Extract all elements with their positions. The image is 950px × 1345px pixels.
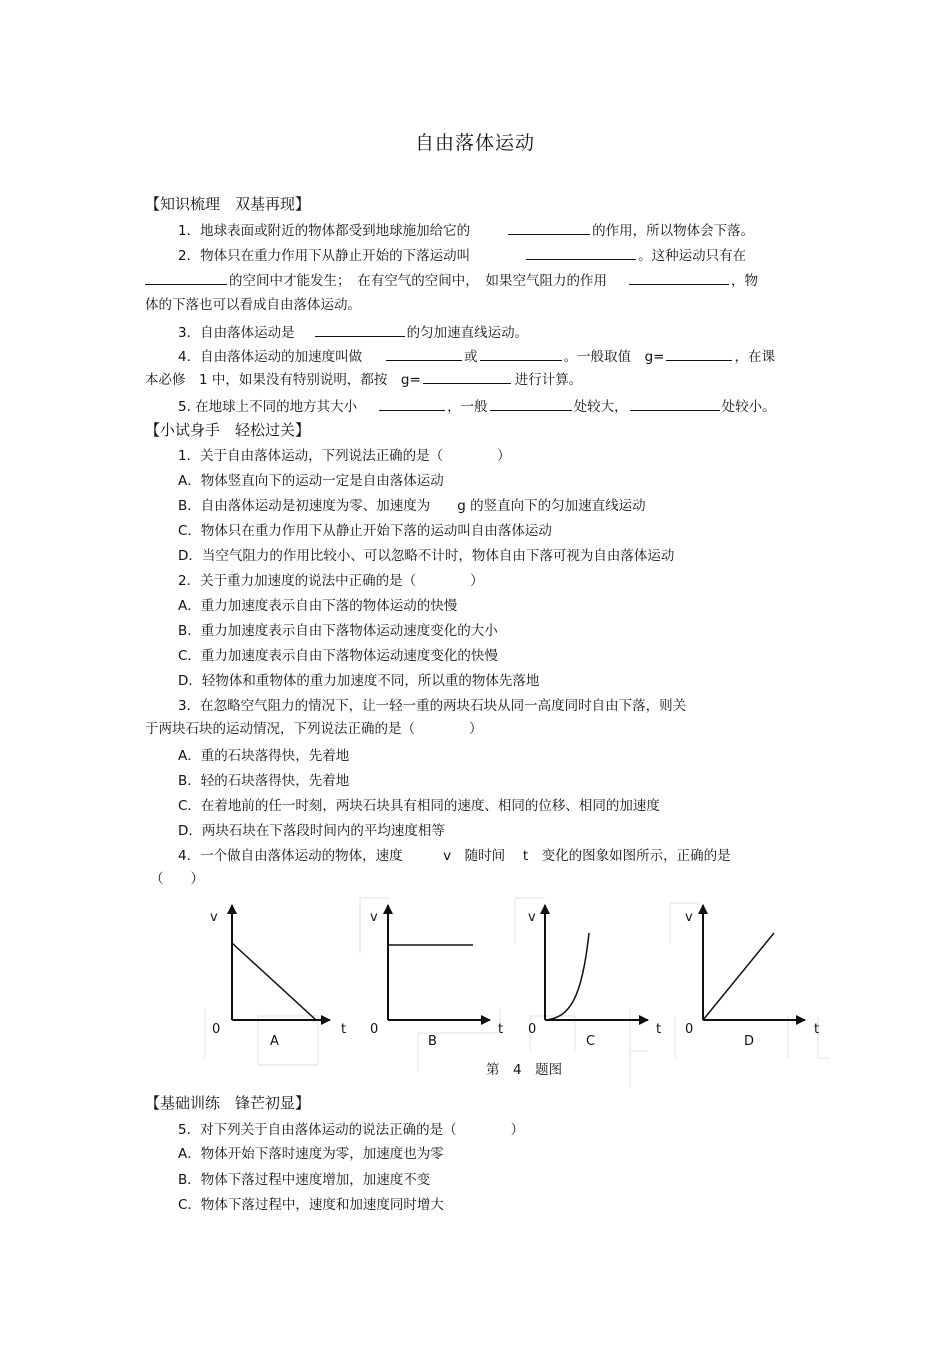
v-axis-label: v — [210, 910, 218, 925]
figure-caption: 第 4 题图 — [486, 1062, 563, 1078]
v-axis-label: v — [685, 910, 693, 925]
option-line: C．在着地前的任一时刻，两块石块具有相同的速度、相同的位移、相同的加速度 — [178, 798, 660, 814]
option-line: A．重力加速度表示自由下落的物体运动的快慢 — [178, 598, 458, 614]
answer-blank[interactable] — [145, 270, 227, 285]
answer-blank[interactable] — [629, 270, 729, 285]
graph-c — [528, 905, 661, 1049]
page-title: 自由落体运动 — [414, 132, 535, 154]
answer-blank[interactable] — [526, 245, 636, 260]
answer-blank[interactable] — [630, 396, 720, 411]
question-line: 体的下落也可以看成自由落体运动。 — [145, 297, 361, 313]
answer-blank[interactable] — [423, 369, 511, 384]
origin-label: 0 — [528, 1022, 537, 1037]
t-axis-label: t — [814, 1022, 820, 1037]
v-axis-label: v — [370, 910, 378, 925]
answer-blank[interactable] — [480, 346, 562, 361]
question-line: 3．自由落体运动是 的匀加速直线运动。 — [178, 322, 528, 343]
question-line: 5．对下列关于自由落体运动的说法正确的是（ ） — [178, 1122, 525, 1138]
question-line: 3．在忽略空气阻力的情况下，让一轻一重的两块石块从同一高度同时自由下落，则关 — [178, 698, 687, 714]
option-line: C．物体只在重力作用下从静止开始下落的运动叫自由落体运动 — [178, 523, 552, 539]
graph-label-b: B — [428, 1034, 437, 1049]
origin-label: 0 — [685, 1022, 694, 1037]
v-axis-label: v — [528, 910, 536, 925]
option-line: C．重力加速度表示自由下落物体运动速度变化的快慢 — [178, 648, 498, 664]
graph-label-c: C — [586, 1034, 596, 1049]
question-line: 本必修 1 中，如果没有特别说明，都按 g= 进行计算。 — [145, 369, 582, 390]
question-line: 的空间中才能发生； 在有空气的空间中， 如果空气阻力的作用 ，物 — [145, 270, 758, 291]
option-line: B．重力加速度表示自由下落物体运动速度变化的大小 — [178, 623, 498, 639]
answer-blank[interactable] — [379, 396, 445, 411]
t-axis-label: t — [656, 1022, 662, 1037]
option-line: B．自由落体运动是初速度为零、加速度为 g 的竖直向下的匀加速直线运动 — [178, 498, 646, 514]
question-line: （ ） — [150, 871, 204, 887]
option-line: A．物体开始下落时速度为零，加速度也为零 — [178, 1146, 444, 1162]
question-line: 4．自由落体运动的加速度叫做 或 。一般取值 g= ，在课 — [178, 346, 775, 367]
option-line: D．轻物体和重物体的重力加速度不同，所以重的物体先落地 — [178, 673, 540, 689]
answer-blank[interactable] — [490, 396, 572, 411]
graph-label-d: D — [744, 1034, 755, 1049]
question-line: 4．一个做自由落体运动的物体，速度 v 随时间 t 变化的图象如图所示，正确的是 — [178, 848, 731, 864]
origin-label: 0 — [370, 1022, 379, 1037]
section-heading-practice: 【小试身手 轻松过关】 — [145, 421, 311, 439]
graph-label-a: A — [270, 1034, 279, 1049]
graph-a — [210, 905, 346, 1049]
vt-graphs-figure — [200, 893, 840, 1088]
option-line: D．当空气阻力的作用比较小、可以忽略不计时，物体自由下落可视为自由落体运动 — [178, 548, 675, 564]
answer-blank[interactable] — [666, 346, 732, 361]
graph-curve — [545, 933, 589, 1020]
option-line: A．物体竖直向下的运动一定是自由落体运动 — [178, 473, 444, 489]
answer-blank[interactable] — [508, 220, 590, 235]
graph-line — [232, 943, 316, 1020]
graph-d — [685, 905, 819, 1049]
graph-line — [703, 933, 774, 1020]
section-heading-knowledge: 【知识梳理 双基再现】 — [145, 195, 311, 213]
option-line: D．两块石块在下落段时间内的平均速度相等 — [178, 823, 445, 839]
option-line: A．重的石块落得快，先着地 — [178, 748, 350, 764]
question-line: 2．关于重力加速度的说法中正确的是（ ） — [178, 573, 484, 589]
question-line: 1．地球表面或附近的物体都受到地球施加给它的 的作用，所以物体会下落。 — [178, 220, 754, 241]
section-heading-training: 【基础训练 锋芒初显】 — [145, 1094, 311, 1112]
t-axis-label: t — [498, 1022, 504, 1037]
t-axis-label: t — [341, 1022, 347, 1037]
question-line: 2．物体只在重力作用下从静止开始的下落运动叫 。这种运动只有在 — [178, 245, 746, 266]
answer-blank[interactable] — [315, 322, 405, 337]
question-line: 1．关于自由落体运动，下列说法正确的是（ ） — [178, 448, 511, 464]
question-line: 于两块石块的运动情况，下列说法正确的是（ ） — [145, 721, 483, 737]
origin-label: 0 — [212, 1022, 221, 1037]
option-line: C．物体下落过程中，速度和加速度同时增大 — [178, 1197, 444, 1213]
answer-blank[interactable] — [386, 346, 462, 361]
question-line: 5. 在地球上不同的地方其大小 ，一般 处较大， 处较小。 — [178, 396, 776, 417]
option-line: B．轻的石块落得快，先着地 — [178, 773, 350, 789]
option-line: B．物体下落过程中速度增加，加速度不变 — [178, 1172, 431, 1188]
graph-b — [370, 905, 503, 1049]
